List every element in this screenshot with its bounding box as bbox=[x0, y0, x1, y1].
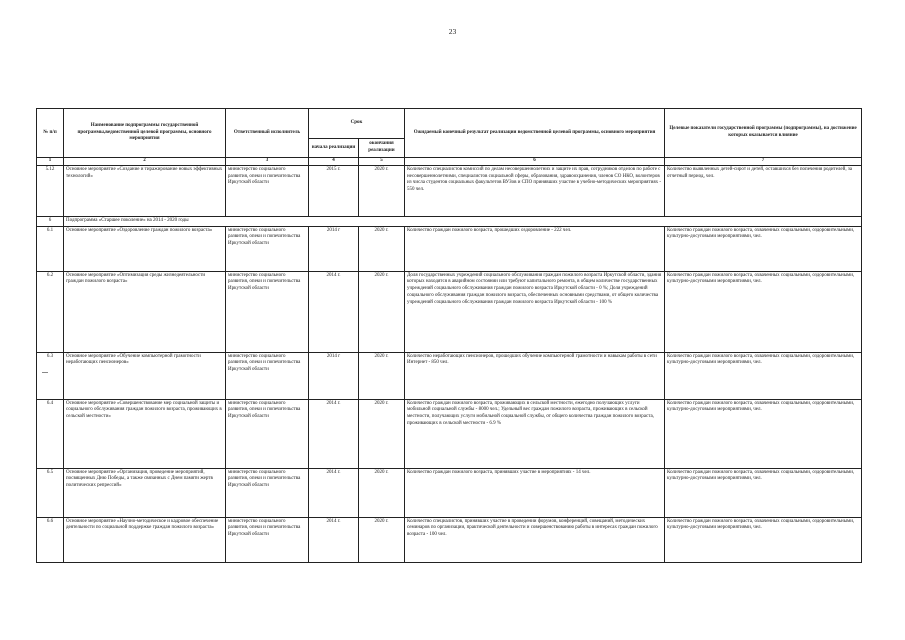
col-number: 1 bbox=[37, 158, 64, 166]
col-number: 4 bbox=[309, 158, 359, 166]
subprogram-title: Подпрограмма «Старшее поколение» на 2014 - 2020 годы bbox=[64, 216, 862, 226]
row-start: 2014 г. bbox=[309, 468, 359, 517]
table-row bbox=[37, 165, 862, 216]
row-num: 6.4 bbox=[37, 399, 64, 468]
table-row bbox=[37, 468, 862, 517]
table-row bbox=[37, 271, 862, 352]
row-indicators: Количество выявленных детей-сирот и детей, оставшихся без попечения родителей, за отчетный период, чел. bbox=[665, 165, 862, 216]
row-indicators: Количество граждан пожилого возраста, охваченных социальными, оздоровительными, культурно-досуговыми мероприятиями, чел. bbox=[665, 399, 862, 468]
header-term: Срок bbox=[309, 109, 405, 139]
row-start: 2014 г. bbox=[309, 399, 359, 468]
table-row bbox=[37, 226, 862, 271]
row-num: 5.12 bbox=[37, 165, 64, 216]
row-end: 2020 г. bbox=[359, 226, 405, 271]
col-number: 5 bbox=[359, 158, 405, 166]
table-row bbox=[37, 352, 862, 399]
header-result: Ожидаемый конечный результат реализации ведомственной целевой программы, основного мероприятия bbox=[405, 109, 665, 158]
row-result: Количество неработающих пенсионеров, прошедших обучение компьютерной грамотности и навыкам работы в сети Интернет - 850 чел. bbox=[405, 352, 665, 399]
row-end: 2020 г. bbox=[359, 399, 405, 468]
header-responsible: Ответственный исполнитель bbox=[226, 109, 309, 158]
header-term-end: окончания реализации bbox=[359, 139, 405, 158]
row-result: Количество специалистов, принявших участие в проведении форумов, конференций, совещаний, методических семинаров по организации, практической деятельности и совершенствованию работы в интересах граждан пожилого возраста - 100 чел. bbox=[405, 517, 665, 562]
row-responsible: министерство социального развития, опеки и попечительства Иркутской области bbox=[226, 517, 309, 562]
row-indicators: Количество граждан пожилого возраста, охваченных социальными, оздоровительными, культурно-досуговыми мероприятиями, чел. bbox=[665, 468, 862, 517]
col-number: 6 bbox=[405, 158, 665, 166]
col-number: 3 bbox=[226, 158, 309, 166]
row-start: 2014 г bbox=[309, 352, 359, 399]
header-name: Наименование подпрограммы государственной программы,ведомственной целевой программы, основного мероприятия bbox=[64, 109, 226, 158]
subprogram-num: 6 bbox=[37, 216, 64, 226]
header-num: № п/п bbox=[37, 109, 64, 158]
row-num: 6.3 bbox=[37, 352, 64, 399]
row-start: 2014 г. bbox=[309, 271, 359, 352]
row-start: 2015 г. bbox=[309, 165, 359, 216]
row-name: Основное мероприятие «Организация, проведение мероприятий, посвященных Дню Победы, а также связанных с Днем памяти жертв политических репрессий» bbox=[64, 468, 226, 517]
row-start: 2014 г bbox=[309, 226, 359, 271]
row-indicators: Количество граждан пожилого возраста, охваченных социальными, оздоровительными, культурно-досуговыми мероприятиями, чел. bbox=[665, 517, 862, 562]
row-responsible: министерство социального развития, опеки и попечительства Иркутской области bbox=[226, 399, 309, 468]
subprogram-row bbox=[37, 216, 862, 226]
row-result: Количество граждан пожилого возраста, прошедших оздоровление - 222 чел. bbox=[405, 226, 665, 271]
col-number: 2 bbox=[64, 158, 226, 166]
row-indicators: Количество граждан пожилого возраста, охваченных социальными, оздоровительными, культурно-досуговыми мероприятиями, чел. bbox=[665, 226, 862, 271]
row-result: Количество граждан пожилого возраста, принявших участие в мероприятиях - 14 чел. bbox=[405, 468, 665, 517]
page-number: 23 bbox=[448, 27, 457, 36]
row-result: Доля государственных учреждений социального обслуживания граждан пожилого возраста Иркутской области, здания которых находятся в аварийном состоянии или требуют капитального ремонта, в общем количестве государственных учреждений социального обслуживания граждан пожилого возраста Иркутской области - 0 %; Доля учреждений социального обслуживания граждан пожилого возраста, обеспеченных основными средствами, от общего количества учреждений социального обслуживания граждан пожилого возраста Иркутской области - 100 % bbox=[405, 271, 665, 352]
row-result: Количество специалистов комиссий по делам несовершеннолетних и защите их прав, сотрудников отделов по работе с несовершеннолетними, специалистов социальной сферы, образования, здравоохранения, членов СО НКО, волонтеров из числа студентов социальных факультетов ВУЗов и СПО принявших участие в учебно-методических мероприятиях - 550 чел. bbox=[405, 165, 665, 216]
table-row bbox=[37, 399, 862, 468]
row-responsible: министерство социального развития, опеки и попечительства Иркутской области bbox=[226, 271, 309, 352]
program-table bbox=[36, 108, 862, 563]
header-term-start: начала реализации bbox=[309, 139, 359, 158]
row-num: 6.2 bbox=[37, 271, 64, 352]
row-name: Основное мероприятие «Создание и тиражирование новых эффективных технологий» bbox=[64, 165, 226, 216]
column-number-row bbox=[37, 158, 862, 166]
row-name: Основное мероприятие «Оздоровление граждан пожилого возраста» bbox=[64, 226, 226, 271]
row-start: 2014 г. bbox=[309, 517, 359, 562]
row-responsible: министерство социального развития, опеки и попечительства Иркутской области bbox=[226, 165, 309, 216]
row-responsible: министерство социального развития, опеки и попечительства Иркутской области bbox=[226, 468, 309, 517]
row-end: 2020 г. bbox=[359, 271, 405, 352]
program-table-wrapper bbox=[36, 108, 861, 563]
row-name: Основное мероприятие «Оптимизация среды жизнедеятельности граждан пожилого возраста» bbox=[64, 271, 226, 352]
row-indicators: Количество граждан пожилого возраста, охваченных социальными, оздоровительными, культурно-досуговыми мероприятиями, чел. bbox=[665, 352, 862, 399]
row-end: 2020 г. bbox=[359, 468, 405, 517]
row-end: 2020 г. bbox=[359, 165, 405, 216]
row-num: 6.1 bbox=[37, 226, 64, 271]
row-result: Количество граждан пожилого возраста, проживающих в сельской местности, ежегодно получающих услуги мобильной социальной службы - 8000 чел.; Удельный вес граждан пожилого возраста, проживающих в сельской местности, получающих услуги мобильной социальной службы, от общего количества граждан пожилого возраста, проживающих в сельской местности - 6.9 % bbox=[405, 399, 665, 468]
row-end: 2020 г. bbox=[359, 352, 405, 399]
row-num: 6.5 bbox=[37, 468, 64, 517]
row-end: 2020 г. bbox=[359, 517, 405, 562]
row-responsible: министерство социального развития, опеки и попечительства Иркутской области bbox=[226, 352, 309, 399]
table-row bbox=[37, 517, 862, 562]
row-responsible: министерство социального развития, опеки и попечительства Иркутской области bbox=[226, 226, 309, 271]
row-indicators: Количество граждан пожилого возраста, охваченных социальными, оздоровительными, культурно-досуговыми мероприятиями, чел. bbox=[665, 271, 862, 352]
col-number: 7 bbox=[665, 158, 862, 166]
row-num: 6.6 bbox=[37, 517, 64, 562]
header-indicators: Целевые показатели государственной программы (подпрограммы), на достижение которых оказывается влияние bbox=[665, 109, 862, 158]
row-name: Основное мероприятие «Совершенствование мер социальной защиты и социального обслуживания граждан пожилого возраста, проживающих в сельской местности» bbox=[64, 399, 226, 468]
row-name: Основное мероприятие «Научно-методическое и кадровое обеспечение деятельности по социальной поддержке граждан пожилого возраста» bbox=[64, 517, 226, 562]
row-name: Основное мероприятие «Обучение компьютерной грамотности неработающих пенсионеров» bbox=[64, 352, 226, 399]
